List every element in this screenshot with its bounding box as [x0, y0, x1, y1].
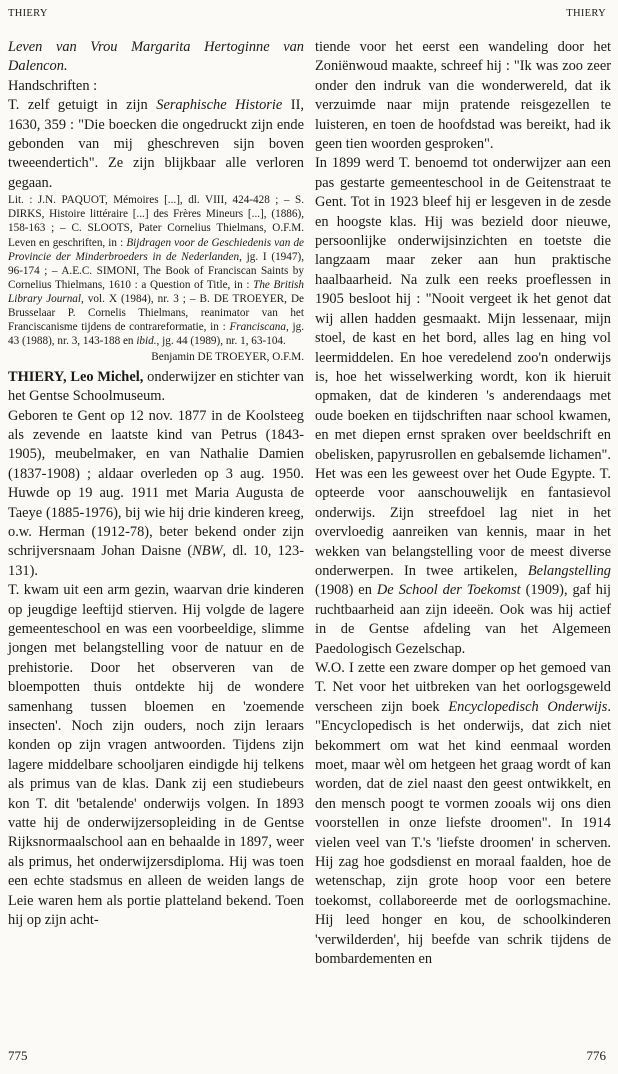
body-paragraph: T. kwam uit een arm gezin, waarvan drie kinderen op jeugdige leeftijd stierven. Hij volgde de lagere gemeenteschool en was een voorbeeldige, slimme jongen met belangstelling voor de natuur en de prehistorie. Door het observeren van de bloempotten thuis ontdekte hij de wondere samenhang tussen bloemen en 'zoemende insecten'. Noch zijn ouders, noch zijn leraars konden op zijn vragen antwoorden. Tijdens zijn lagere middelbare schooljaren eindigde hij telkens als primus van de klas. Dank zij een studiebeurs kon T. dit 'betalende' onderwijs volgen. In 1893 vatte hij de onderwijzersopleiding in de Gentse Rijksnormaalschool aan en behaalde in 1897, weer als primus, het onderwijzersdiploma. Hij was toen een echte stadsmus en alleen de weiden langs de Leie waren hem als portie platteland bekend. Toen hij op zijn acht- [8, 582, 304, 929]
body-paragraph: tiende voor het eerst een wandeling door het Zoniënwoud maakte, schreef hij : "Ik was zoo zeer onder den indruk van die wonderwereld, dat ik verzuimde naar mijn pratende reisgezellen te luisteren, en toen de hoofdstad was bereikt, had ik geen tien woorden gesproken". [315, 39, 611, 153]
running-head-left: THIERY [8, 8, 48, 19]
running-head-right: THIERY [566, 8, 606, 19]
manuscripts-label: Handschriften : [8, 77, 98, 94]
literature-block: Lit. : J.N. PAQUOT, Mémoires [...], dl. VIII, 424-428 ; – S. DIRKS, Histoire littéraire [...] des Frères Mineurs [...], (1886), 158-163 ; – C. SLOOTS, Pater Cornelius Thielmans, O.F.M. Leven en geschriften, in : Bijdragen voor de Geschiedenis van de Provincie der Minderbroeders in de Nederlanden, jg. I (1947), 96-174 ; – A.E.C. SIMONI, The Book of Franciscan Saints by Cornelius Thielmans, 1610 : a Question of Title, in : The British Library Journal, vol. X (1984), nr. 3 ; – B. DE TROEYER, De Brusselaar P. Cornelis Thielmans, reanimator van het Franciscanisme tijdens de contrareformatie, in : Franciscana, jg. 43 (1988), nr. 3, 143-188 en ibid., jg. 44 (1989), nr. 1, 63-104. [8, 194, 305, 348]
body-paragraph: In 1899 werd T. benoemd tot onderwijzer aan een pas gestarte gemeenteschool in de Geitenstraat te Gent. Tot in 1923 bleef hij er lesgeven in de zesde en hoogste klas. Hij was bezield door nieuwe, persoonlijke onderwijsinzichten en toetste die langzaam maar zeker aan hun praktische haalbaarheid. Na zulk een reeks proeflessen in 1905 besloot hij : "Nooit vergeet ik het genot dat wij allen hadden gesmaakt. Mijn lessenaar, mijn stoel, de kast en het bord, alles lag en hing vol leermiddelen. En hoe veredelend zoo'n onderwijs is, hoe het wisselwerking wordt, kon ik hieruit opmaken, dat de kinderen 's anderendaags met oude boeken en tijdschriften naar school kwamen, en met diepen ernst spraken over beeldschrift en obelisken, papyrusrollen en gebalsemde lichamen". Het was een les geweest over het Oude Egypte. T. opteerde voor aanschouwelijk en fantasievol onderwijs. Zijn streefdoel lag niet in het overvloedig aanreiken van kennis, maar in het wekken van belangstelling voor de meest diverse onderwerpen. In twee artikelen, Belangstelling (1908) en De School der Toekomst (1909), gaf hij ruchtbaarheid aan zijn ideeën. Ook was hij actief in de Gentse afdeling van het Algemeen Paedologisch Gezelschap. [315, 155, 611, 657]
work-title: Leven van Vrou Margarita Hertoginne van Dalencon. [8, 39, 304, 75]
entry-heading: THIERY, Leo Michel, onderwijzer en stichter van het Gentse Schoolmuseum. [8, 368, 304, 405]
body-paragraph: W.O. I zette een zware domper op het gemoed van T. Net voor het uitbreken van het oorlogsgeweld verscheen zijn boek Encyclopedisch Onderwijs. "Encyclopedisch is het onderwijs, dat zich niet bekommert om wat het kind eenmaal worden moet, maar wèl om hetgeen het graag wordt of kan worden, dat de ziel naast den geest ontwikkelt, en den mensch poogt te vormen zooals wij ons dien voorstellen in onze liefste droomen". In 1914 vielen veel van T.'s 'liefste droomen' in scherven. Hij zag hoe godsdienst en moraal faalden, hoe de wetenschap, zijn grote hoop voor een betere toekomst, collaboreerde met de oorlogsmachine. Hij leed honger en kou, de schoolkinderen 'verwilderden', hij beefde van schrik tijdens de bombardementen en [315, 660, 611, 968]
author-signature: Benjamin DE TROEYER, O.F.M. [151, 351, 304, 364]
right-column [315, 38, 611, 970]
page-number-left: 775 [8, 1048, 28, 1063]
page-number-right: 776 [586, 1048, 606, 1063]
biography-data: Geboren te Gent op 12 nov. 1877 in de Koolsteeg als zevende en laatste kind van Petrus (1843-1905), meubelmaker, en van Nathalie Damien (1837-1908) ; aldaar overleden op 3 aug. 1950. Huwde op 19 aug. 1911 met Maria Augusta de Taeye (1885-1976), bij wie hij drie kinderen kreeg, o.w. Herman (1912-78), beter bekend onder zijn schrijversnaam Johan Daisne (NBW, dl. 10, 123-131). [8, 407, 304, 579]
left-column [8, 38, 304, 930]
manuscripts-text: T. zelf getuigt in zijn Seraphische Historie II, 1630, 359 : "Die boecken die ongedruckt zijn ende gebonden van mij gheschreven sijn boven tweeendertich". Ze zijn blijkbaar alle verloren gegaan. [8, 97, 304, 191]
